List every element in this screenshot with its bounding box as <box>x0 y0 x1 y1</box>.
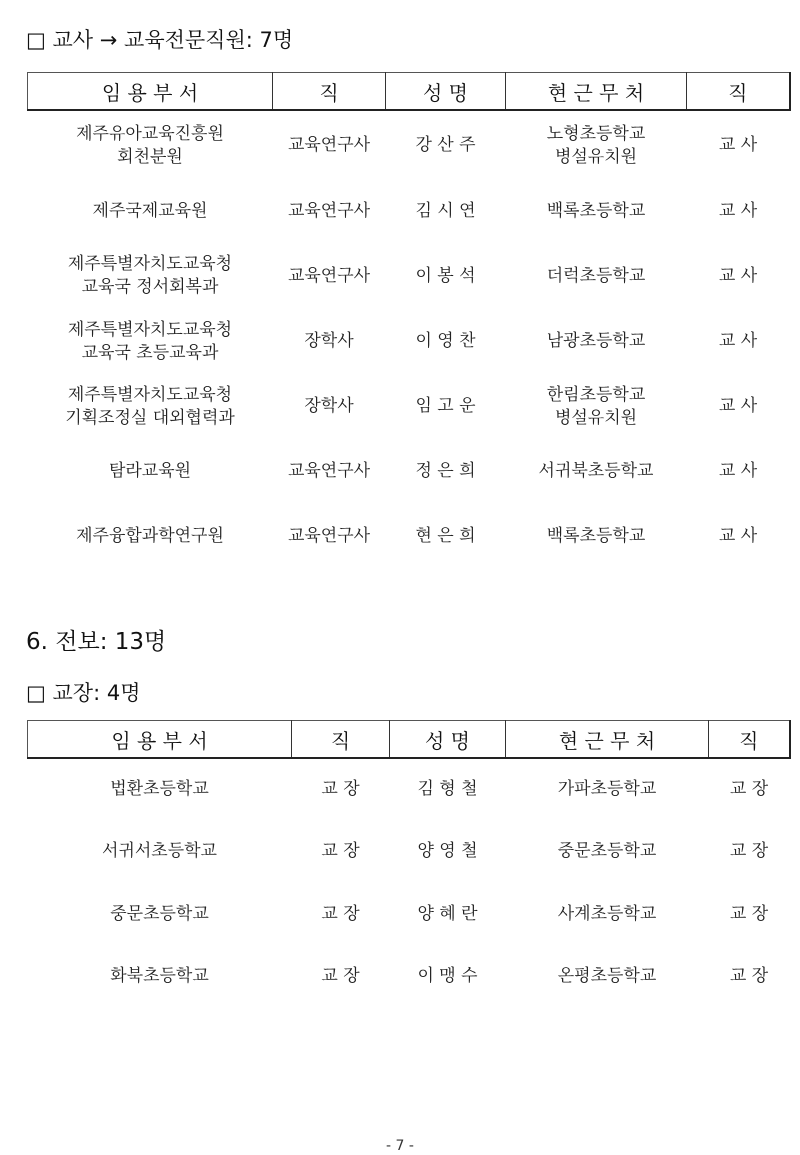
cell-workplace: 중문초등학교 <box>557 841 657 861</box>
table-row <box>28 820 790 883</box>
cell-workplace: 가파초등학교 <box>557 779 657 799</box>
cell-current-position: 교 장 <box>729 841 769 861</box>
cell-position: 교육연구사 <box>287 461 371 481</box>
cell-dept: 화북초등학교 <box>110 965 209 986</box>
table-header-row <box>28 721 790 759</box>
cell-workplace: 온평초등학교 <box>557 965 657 986</box>
cell-dept: 서귀서초등학교 <box>102 841 217 861</box>
cell-dept: 탐라교육원 <box>108 461 192 481</box>
section-title-transfer: 6. 전보: 13명 <box>26 629 167 655</box>
appointment-table-specialists <box>27 72 791 569</box>
cell-workplace: 사계초등학교 <box>557 903 657 924</box>
cell-current-position: 교 사 <box>718 201 758 221</box>
page-number: - 7 - <box>386 1138 414 1154</box>
header-current-workplace: 현 근 무 처 <box>506 721 709 759</box>
cell-position: 교 장 <box>321 841 360 861</box>
cell-current-position: 교 장 <box>729 779 769 799</box>
cell-current-position: 교 장 <box>729 903 769 924</box>
cell-name: 강 산 주 <box>415 135 476 155</box>
appointment-table-principals <box>27 720 791 1007</box>
header-name: 성 명 <box>390 721 506 759</box>
cell-position: 교육연구사 <box>287 135 371 155</box>
cell-dept: 제주특별자치도교육청 기획조정실 대외협력과 <box>65 384 235 428</box>
header-position: 직 <box>292 721 390 759</box>
cell-current-position: 교 사 <box>718 461 758 481</box>
cell-name: 이 영 찬 <box>415 331 476 351</box>
cell-workplace: 남광초등학교 <box>546 331 646 351</box>
cell-current-position: 교 사 <box>718 526 758 546</box>
cell-dept: 제주유아교육진흥원 회천분원 <box>76 123 224 167</box>
table-row <box>28 374 790 439</box>
cell-name: 정 은 희 <box>415 461 476 481</box>
cell-current-position: 교 사 <box>718 396 758 416</box>
table-row <box>28 180 790 243</box>
table-row <box>28 945 790 1007</box>
cell-name: 김 시 연 <box>415 201 476 221</box>
table-row <box>28 883 790 945</box>
cell-position: 장학사 <box>304 396 354 416</box>
cell-dept: 제주융합과학연구원 <box>76 526 224 546</box>
cell-workplace: 백록초등학교 <box>546 201 646 221</box>
cell-position: 교육연구사 <box>287 526 371 546</box>
cell-workplace: 노형초등학교 병설유치원 <box>546 123 646 167</box>
table-row <box>28 439 790 504</box>
header-current-position: 직 <box>709 721 790 759</box>
cell-current-position: 교 장 <box>729 965 769 986</box>
cell-workplace: 한림초등학교 병설유치원 <box>546 384 646 428</box>
header-current-workplace: 현 근 무 처 <box>506 73 687 111</box>
cell-name: 김 형 철 <box>417 779 478 799</box>
cell-position: 교 장 <box>321 779 360 799</box>
table-row <box>28 243 790 309</box>
table-header-row <box>28 73 790 111</box>
cell-dept: 법환초등학교 <box>110 779 209 799</box>
cell-name: 이 맹 수 <box>417 965 478 986</box>
cell-workplace: 더럭초등학교 <box>546 265 646 286</box>
cell-workplace: 백록초등학교 <box>546 526 646 546</box>
section-heading-teacher-to-specialist: □ 교사 → 교육전문직원: 7명 <box>26 28 294 52</box>
cell-position: 장학사 <box>304 331 354 351</box>
header-position: 직 <box>273 73 386 111</box>
header-current-position: 직 <box>687 73 790 111</box>
cell-dept: 제주국제교육원 <box>92 201 208 221</box>
cell-name: 현 은 희 <box>415 526 476 546</box>
cell-current-position: 교 사 <box>718 331 758 351</box>
cell-dept: 제주특별자치도교육청 교육국 정서회복과 <box>67 254 233 297</box>
section-heading-principal: □ 교장: 4명 <box>26 681 141 705</box>
cell-name: 양 영 철 <box>417 841 478 861</box>
cell-dept: 제주특별자치도교육청 교육국 초등교육과 <box>67 319 233 363</box>
table-row <box>28 504 790 569</box>
table-row <box>28 758 790 820</box>
cell-position: 교육연구사 <box>287 201 371 221</box>
table-row <box>28 110 790 180</box>
table-row <box>28 309 790 374</box>
cell-position: 교 장 <box>321 965 360 986</box>
cell-current-position: 교 사 <box>718 265 758 286</box>
header-name: 성 명 <box>386 73 506 111</box>
cell-position: 교육연구사 <box>287 265 371 286</box>
cell-dept: 중문초등학교 <box>110 903 209 924</box>
cell-name: 임 고 운 <box>415 396 476 416</box>
cell-position: 교 장 <box>321 903 360 924</box>
cell-current-position: 교 사 <box>718 135 758 155</box>
header-dept: 임 용 부 서 <box>28 73 273 111</box>
cell-workplace: 서귀북초등학교 <box>538 461 654 481</box>
header-dept: 임 용 부 서 <box>28 721 292 759</box>
cell-name: 양 혜 란 <box>417 903 478 924</box>
cell-name: 이 봉 석 <box>415 265 476 286</box>
